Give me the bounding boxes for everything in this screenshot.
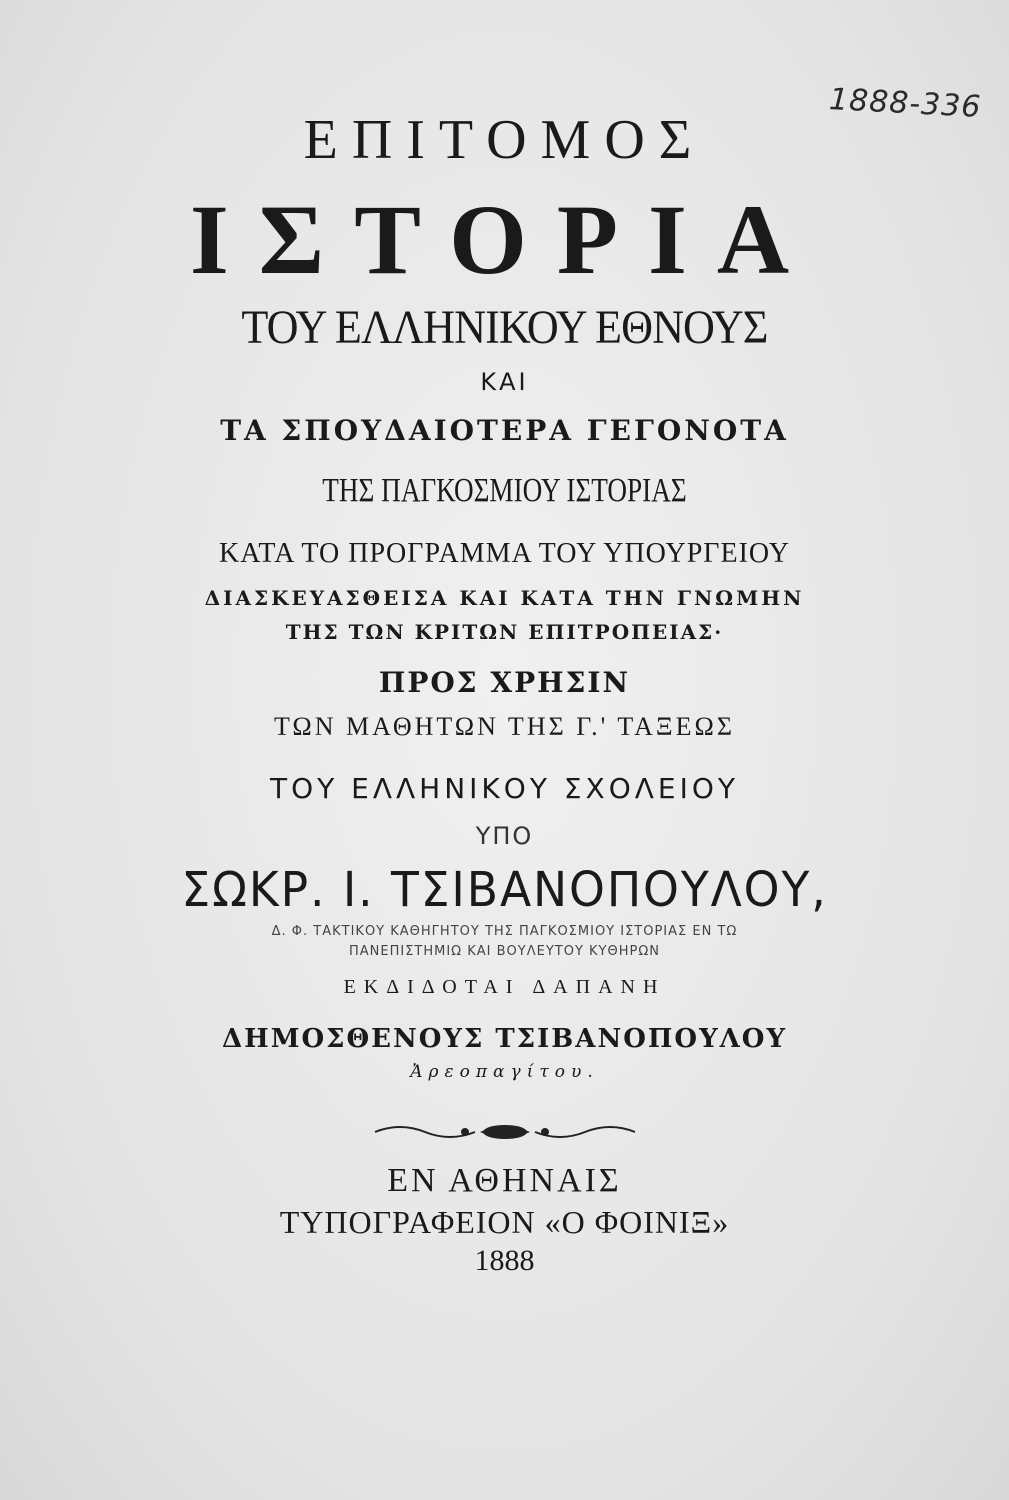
program-line: ΚΑΤΑ ΤΟ ΠΡΟΓΡΑΜΜΑ ΤΟΥ ΥΠΟΥΡΓΕΙΟΥ (219, 538, 790, 569)
title-line-istoria: ΙΣΤΟΡΙΑ (189, 184, 820, 295)
publisher-label: ΕΚΔΙΔΟΤΑΙ ΔΑΠΑΝΗ (343, 976, 666, 998)
revision-line-1: ΔΙΑΣΚΕΥΑΣΘΕΙΣΑ ΚΑΙ ΚΑΤΑ ΤΗΝ ΓΝΩΜΗΝ (204, 586, 805, 610)
title-line-pagkosmiou: ΤΗΣ ΠΑΓΚΟΣΜΙΟΥ ΙΣΤΟΡΙΑΣ (322, 472, 687, 509)
publisher-title: Ἀρεοπαγίτου. (410, 1062, 599, 1082)
title-line-ethnous: ΤΟΥ ΕΛΛΗΝΙΚΟΥ ΕΘΝΟΥΣ (241, 301, 768, 354)
revision-line-2: ΤΗΣ ΤΩΝ ΚΡΙΤΩΝ ΕΠΙΤΡΟΠΕΙΑΣ· (285, 620, 724, 644)
title-line-epitomos: ΕΠΙΤΟΜΟΣ (303, 109, 706, 171)
by-label: ΥΠΟ (475, 822, 534, 850)
year-line: 1888 (474, 1244, 535, 1277)
handwritten-shelfmark: 1888-336 (827, 82, 982, 125)
author-credentials-1: Δ. Φ. ΤΑΚΤΙΚΟΥ ΚΑΘΗΓΗΤΟΥ ΤΗΣ ΠΑΓΚΟΣΜΙΟΥ ΙΣΤΟΡΙΑΣ ΕΝ ΤΩ (271, 924, 738, 939)
title-line-gegonota: ΤΑ ΣΠΟΥΔΑΙΟΤΕΡΑ ΓΕΓΟΝΟΤΑ (220, 414, 789, 447)
publisher-name: ΔΗΜΟΣΘΕΝΟΥΣ ΤΣΙΒΑΝΟΠΟΥΛΟΥ (221, 1024, 788, 1054)
usage-students: ΤΩΝ ΜΑΘΗΤΩΝ ΤΗΣ Γ.' ΤΑΞΕΩΣ (274, 712, 735, 741)
printer-line: ΤΥΠΟΓΡΑΦΕΙΟΝ «Ο ΦΟΙΝΙΞ» (279, 1204, 730, 1240)
author-name: ΣΩΚΡ. Ι. ΤΣΙΒΑΝΟΠΟΥΛΟΥ, (181, 862, 828, 918)
usage-heading: ΠΡΟΣ ΧΡΗΣΙΝ (378, 666, 631, 699)
title-line-kai: ΚΑΙ (480, 368, 529, 396)
usage-school: ΤΟΥ ΕΛΛΗΝΙΚΟΥ ΣΧΟΛΕΙΟΥ (270, 772, 739, 805)
place-line: ΕΝ ΑΘΗΝΑΙΣ (387, 1162, 622, 1199)
author-credentials-2: ΠΑΝΕΠΙΣΤΗΜΙΩ ΚΑΙ ΒΟΥΛΕΥΤΟΥ ΚΥΘΗΡΩΝ (348, 944, 660, 959)
ornament-divider (370, 1118, 640, 1146)
